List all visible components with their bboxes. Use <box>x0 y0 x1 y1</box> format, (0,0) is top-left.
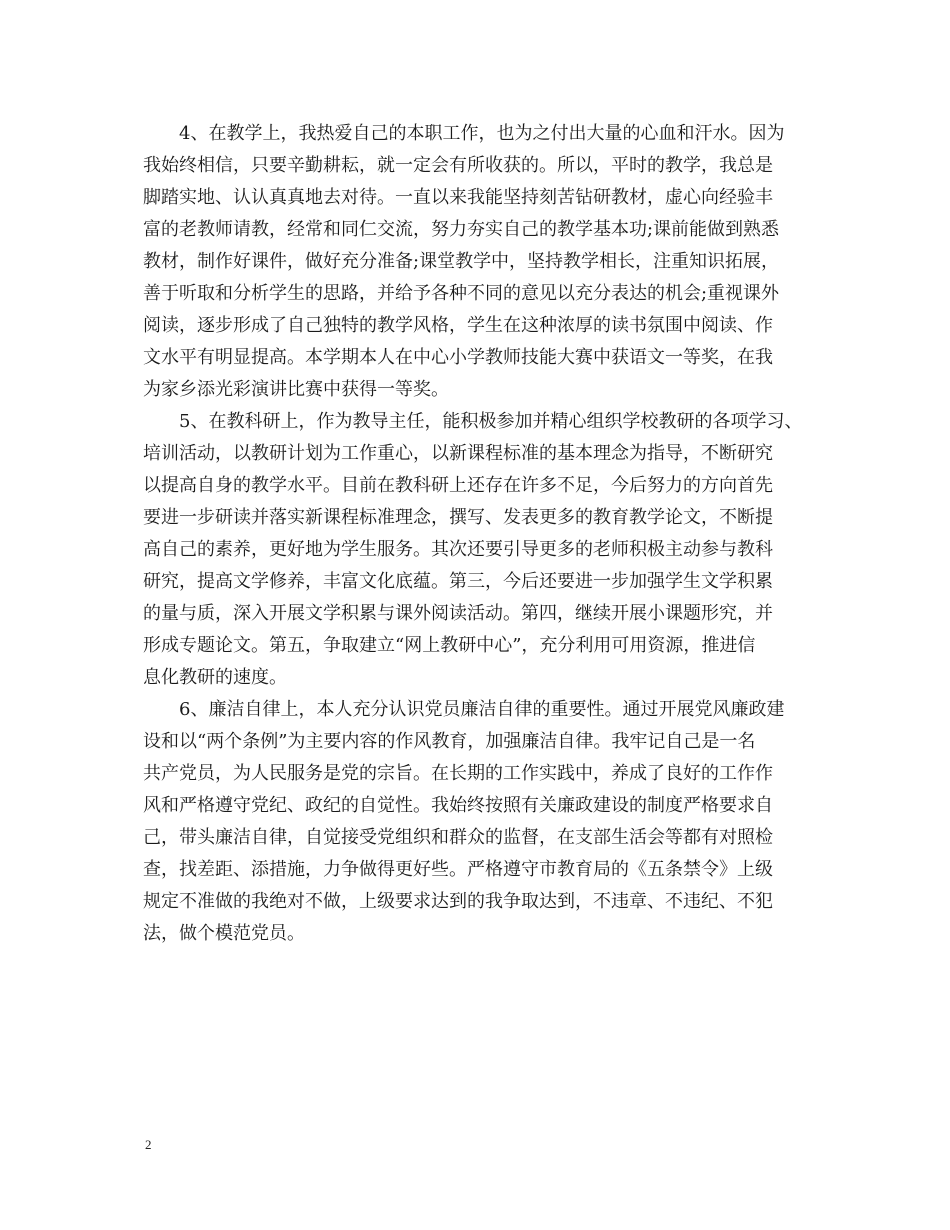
text-line: 查，找差距、添措施，力争做得更好些。严格遵守市教育局的《五条禁令》上级 <box>143 859 773 880</box>
text-line: 6、廉洁自律上，本人充分认识党员廉洁自律的重要性。通过开展党风廉政建 <box>179 699 785 720</box>
text-line: 教材，制作好课件，做好充分准备;课堂教学中，坚持教学相长，注重知识拓展， <box>143 251 780 272</box>
text-line: 的量与质，深入开展文学积累与课外阅读活动。第四，继续开展小课题形究，并 <box>143 603 773 624</box>
text-line: 培训活动，以教研计划为工作重心，以新课程标准的基本理念为指导，不断研究 <box>143 443 773 464</box>
text-line: 形成专题论文。第五，争取建立“网上教研中心”，充分利用可用资源，推进信 <box>143 635 756 656</box>
text-line: 高自己的素养，更好地为学生服务。其次还要引导更多的老师积极主动参与教科 <box>143 539 773 560</box>
text-line: 规定不准做的我绝对不做，上级要求达到的我争取达到，不违章、不违纪、不犯 <box>143 891 773 912</box>
paragraph-integrity <box>143 694 823 950</box>
paragraph-teaching <box>143 118 823 406</box>
text-line: 风和严格遵守党纪、政纪的自觉性。我始终按照有关廉政建设的制度严格要求自 <box>143 795 773 816</box>
text-line: 5、在教科研上，作为教导主任，能积极参加并精心组织学校教研的各项学习、 <box>179 411 803 432</box>
text-line: 我始终相信，只要辛勤耕耘，就一定会有所收获的。所以，平时的教学，我总是 <box>143 155 773 176</box>
body-text <box>143 118 823 950</box>
page-number: 2 <box>145 1137 152 1152</box>
text-line: 为家乡添光彩演讲比赛中获得一等奖。 <box>143 379 449 400</box>
text-line: 己，带头廉洁自律，自觉接受党组织和群众的监督，在支部生活会等都有对照检 <box>143 827 773 848</box>
text-line: 善于听取和分析学生的思路，并给予各种不同的意见以充分表达的机会;重视课外 <box>143 283 780 304</box>
text-line: 法，做个模范党员。 <box>143 923 305 944</box>
text-line: 息化教研的速度。 <box>143 667 287 688</box>
text-line: 4、在教学上，我热爱自己的本职工作，也为之付出大量的心血和汗水。因为 <box>179 123 785 144</box>
text-line: 共产党员，为人民服务是党的宗旨。在长期的工作实践中，养成了良好的工作作 <box>143 763 773 784</box>
paragraph-research <box>143 406 823 694</box>
text-line: 研究，提高文学修养，丰富文化底蕴。第三，今后还要进一步加强学生文学积累 <box>143 571 773 592</box>
text-line: 文水平有明显提高。本学期本人在中心小学教师技能大赛中获语文一等奖，在我 <box>143 347 773 368</box>
text-line: 设和以“两个条例”为主要内容的作风教育，加强廉洁自律。我牢记自己是一名 <box>143 731 756 752</box>
text-line: 要进一步研读并落实新课程标准理念，撰写、发表更多的教育教学论文，不断提 <box>143 507 773 528</box>
text-line: 阅读，逐步形成了自己独特的教学风格，学生在这种浓厚的读书氛围中阅读、作 <box>143 315 773 336</box>
text-line: 脚踏实地、认认真真地去对待。一直以来我能坚持刻苦钻研教材，虚心向经验丰 <box>143 187 773 208</box>
text-line: 以提高自身的教学水平。目前在教科研上还存在许多不足，今后努力的方向首先 <box>143 475 773 496</box>
text-line: 富的老教师请教，经常和同仁交流，努力夯实自己的教学基本功;课前能做到熟悉 <box>143 219 780 240</box>
